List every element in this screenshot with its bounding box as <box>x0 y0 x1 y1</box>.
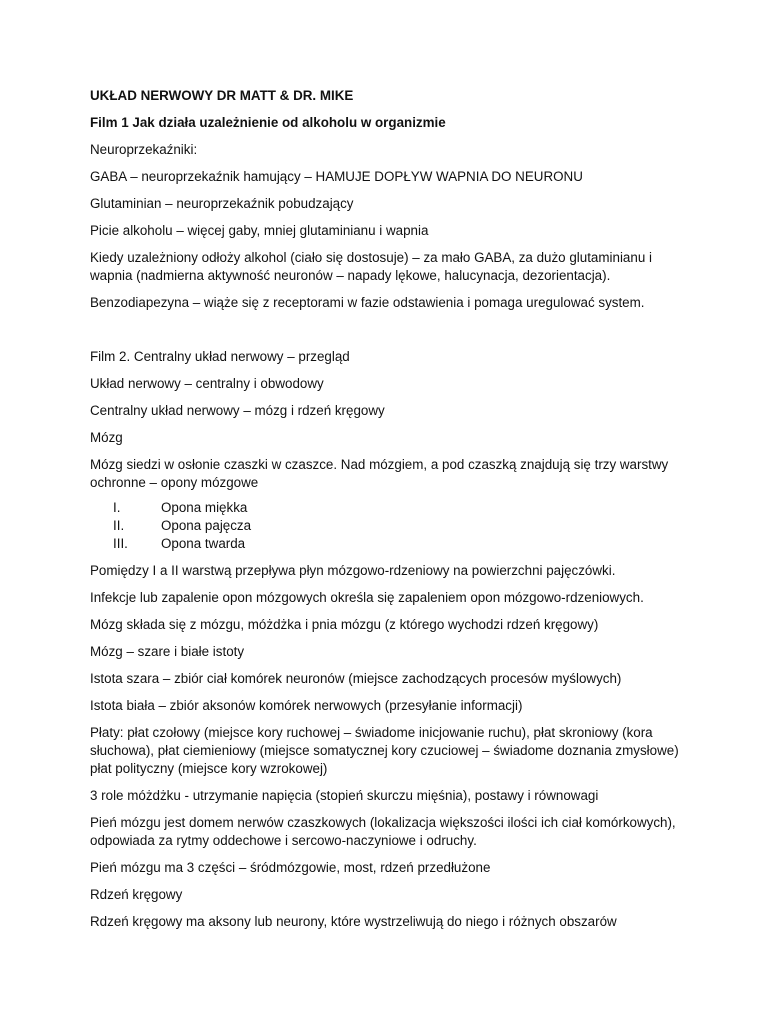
paragraph: Istota biała – zbiór aksonów komórek nerwowych (przesyłanie informacji) <box>90 698 523 713</box>
paragraph: Mózg – szare i białe istoty <box>90 644 245 659</box>
paragraph: Glutaminian – neuroprzekaźnik pobudzający <box>90 196 354 211</box>
paragraph: Benzodiapezyna – wiąże się z receptorami w fazie odstawienia i pomaga uregulować system. <box>90 295 645 310</box>
list-text: Opona twarda <box>161 536 246 551</box>
list-number: I. <box>113 500 121 515</box>
list-text: Opona pajęcza <box>161 518 252 533</box>
paragraph: Pomiędzy I a II warstwą przepływa płyn mózgowo-rdzeniowy na powierzchni pajęczówki. <box>90 563 616 578</box>
paragraph: Mózg <box>90 430 123 445</box>
section-spacer <box>90 321 690 348</box>
list-item <box>90 499 690 517</box>
paragraph: GABA – neuroprzekaźnik hamujący – HAMUJE DOPŁYW WAPNIA DO NEURONU <box>90 169 583 184</box>
paragraph: Kiedy uzależniony odłoży alkohol (ciało się dostosuje) – za mało GABA, za dużo glutaminianu i wapnia (nadmierna aktywność neuronów – napady lękowe, halucynacja, dezorientacja). <box>90 250 652 283</box>
list-number: II. <box>113 518 125 533</box>
list-number: III. <box>113 536 128 551</box>
paragraph: Pień mózgu jest domem nerwów czaszkowych (lokalizacja większości ilości ich ciał komórkowych), odpowiada za rytmy oddechowe i sercowo-naczyniowe i odruchy. <box>90 815 676 848</box>
paragraph: Rdzeń kręgowy <box>90 887 183 902</box>
list-item <box>90 535 690 553</box>
paragraph: Mózg składa się z mózgu, móżdżka i pnia mózgu (z którego wychodzi rdzeń kręgowy) <box>90 617 599 632</box>
paragraph: Infekcje lub zapalenie opon mózgowych określa się zapaleniem opon mózgowo-rdzeniowych. <box>90 590 644 605</box>
paragraph: 3 role móżdżku - utrzymanie napięcia (stopień skurczu mięśnia), postawy i równowagi <box>90 788 599 803</box>
paragraph: Neuroprzekaźniki: <box>90 142 198 157</box>
paragraph: Istota szara – zbiór ciał komórek neuronów (miejsce zachodzących procesów myślowych) <box>90 671 622 686</box>
paragraph: Picie alkoholu – więcej gaby, mniej glutaminianu i wapnia <box>90 223 429 238</box>
document-body <box>90 87 690 940</box>
paragraph: Płaty: płat czołowy (miejsce kory ruchowej – świadome inicjowanie ruchu), płat skroniowy (kora słuchowa), płat ciemieniowy (miejsce somatycznej kory czuciowej – świadome doznania zmysłowe) płat polityczny (miejsce kory wzrokowej) <box>90 725 679 776</box>
paragraph: Układ nerwowy – centralny i obwodowy <box>90 376 324 391</box>
list-text: Opona miękka <box>161 500 248 515</box>
meninges-list <box>90 499 690 553</box>
document-title: UKŁAD NERWOWY DR MATT & DR. MIKE <box>90 88 354 103</box>
paragraph: Rdzeń kręgowy ma aksony lub neurony, które wystrzeliwują do niego i różnych obszarów <box>90 914 617 929</box>
list-item <box>90 517 690 535</box>
paragraph: Pień mózgu ma 3 części – śródmózgowie, most, rdzeń przedłużone <box>90 860 491 875</box>
paragraph: Centralny układ nerwowy – mózg i rdzeń kręgowy <box>90 403 385 418</box>
film1-heading: Film 1 Jak działa uzależnienie od alkoholu w organizmie <box>90 115 446 130</box>
film2-heading: Film 2. Centralny układ nerwowy – przegląd <box>90 349 350 364</box>
paragraph: Mózg siedzi w osłonie czaszki w czaszce. Nad mózgiem, a pod czaszką znajdują się trzy warstwy ochronne – opony mózgowe <box>90 457 669 490</box>
